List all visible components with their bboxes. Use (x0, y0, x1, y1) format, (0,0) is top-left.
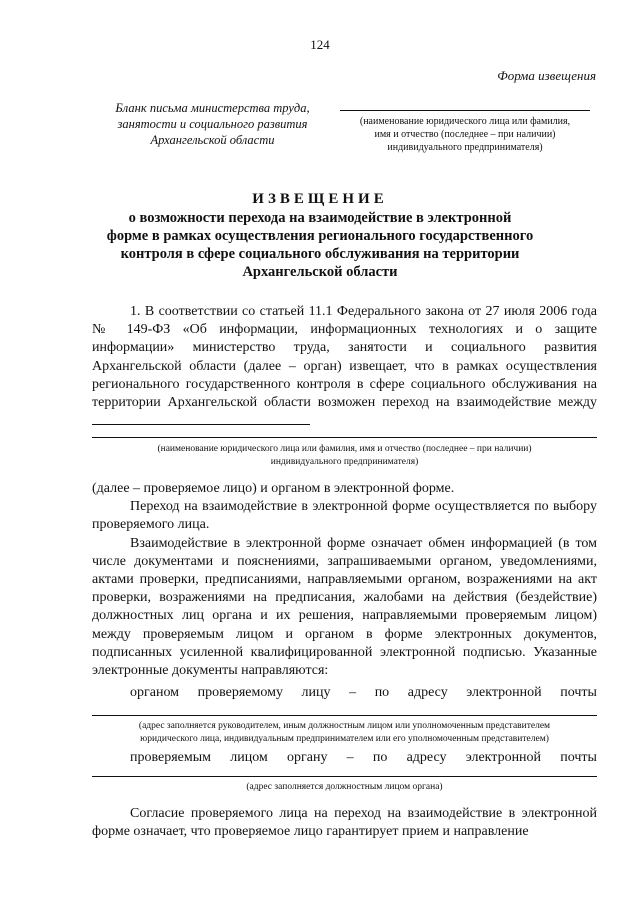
checked-email-line (92, 749, 597, 767)
blank-line-entity (92, 437, 597, 438)
addressee-caption (340, 115, 590, 154)
organ-email-line (92, 684, 597, 702)
entity-caption (92, 443, 597, 468)
word: по (372, 750, 388, 765)
letterhead-line: Архангельской области (150, 133, 275, 147)
letterhead (100, 100, 325, 148)
page-number: 124 (310, 37, 330, 52)
word: лицу (301, 685, 331, 700)
word: адресу (407, 685, 448, 700)
addressee-blank-line (340, 110, 590, 111)
word: проверяемым (130, 750, 212, 765)
document-title (90, 190, 550, 281)
form-type-label: Форма извещения (497, 68, 596, 83)
title-subtitle-line: Архангельской области (242, 264, 398, 280)
title-main: ИЗВЕЩЕНИЕ (252, 191, 388, 207)
word: электронной (465, 750, 542, 765)
word: адресу (406, 750, 447, 765)
addressee-block (340, 110, 590, 154)
addressee-caption-line: (наименование юридического лица или фамилия, (359, 116, 571, 127)
paragraph-5: Согласие проверяемого лица на переход на взаимодействие в электронной форме означает, что проверяемое лицо гарантирует прием и направление (92, 806, 597, 840)
addressee-caption-line: индивидуального предпринимателя) (387, 142, 543, 153)
paragraph-1 (92, 303, 597, 431)
paragraph-1-text: 1. В соответствии со статьей 11.1 Федерального закона от 27 июля 2006 года № 149-ФЗ «Об информации, информационных технологиях и о защите информации» министерство труда, занятости и социального развития Архангельской области (далее – орган) извещает, что в рамках осуществления регионального государственного контроля в сфере социального обслуживания на территории Архангельской области возможен переход на взаимодействие между (92, 304, 597, 411)
title-subtitle-line: о возможности перехода на взаимодействие в электронной (128, 210, 512, 226)
title-subtitle-line: контроля в сфере социального обслуживания на территории (120, 246, 520, 262)
paragraph-2: (далее – проверяемое лицо) и органом в электронной форме. (92, 481, 455, 496)
checked-email-words (130, 749, 597, 767)
entity-caption-line: (наименование юридического лица или фамилия, имя и отчество (последнее – при наличии) (157, 444, 532, 454)
entity-caption-line: индивидуального предпринимателя) (270, 456, 419, 467)
organ-email-words (130, 684, 597, 702)
paragraph-group-2 (92, 480, 597, 680)
title-subtitle-line: форме в рамках осуществления регионального государственного (106, 228, 534, 244)
blank-field (92, 412, 160, 425)
organ-email-caption (92, 720, 597, 745)
letterhead-line: занятости и социального развития (117, 117, 308, 131)
blank-line-organ-email (92, 715, 597, 716)
checked-email-caption: (адрес заполняется должностным лицом органа) (246, 782, 443, 792)
word: почты (560, 685, 597, 700)
blank-line-checked-email (92, 776, 597, 777)
word: органом (130, 685, 180, 700)
paragraph-5-block (92, 805, 597, 841)
paragraph-3: Переход на взаимодействие в электронной форме осуществляется по выбору проверяемого лица. (92, 499, 597, 533)
word: по (374, 685, 390, 700)
word: проверяемому (197, 685, 283, 700)
word: – (349, 685, 357, 700)
addressee-caption-line: имя и отчество (последнее – при наличии) (374, 129, 556, 140)
word: электронной (466, 685, 542, 700)
word: лицом (230, 750, 268, 765)
paragraph-1-block (92, 303, 597, 431)
word: – (346, 750, 354, 765)
organ-email-caption-line: юридического лица, индивидуальным предпринимателем или его уполномоченным представителем) (140, 733, 549, 744)
organ-email-caption-line: (адрес заполняется руководителем, иным должностным лицом или уполномоченным представителем (138, 721, 551, 731)
word: органу (287, 750, 328, 765)
paragraph-4: Взаимодействие в электронной форме означает обмен информацией (в том числе документами и пояснениями, запрашиваемыми органом, уведомлениями, актами проверки, предписаниями, направляемыми органом, возражениями на акт проверки, возражениями на предписания, жалобами на действия (бездействие) должностных лиц органа и их решения, направляемыми проверяемым лицом) между проверяемым лицом и органом в форме электронных документов, подписанных усиленной квалифицированной электронной подписью. Указанные электронные документы направляются: (92, 535, 597, 679)
letterhead-line: Бланк письма министерства труда, (115, 101, 310, 115)
word: почты (560, 750, 597, 765)
blank-field (160, 412, 310, 425)
